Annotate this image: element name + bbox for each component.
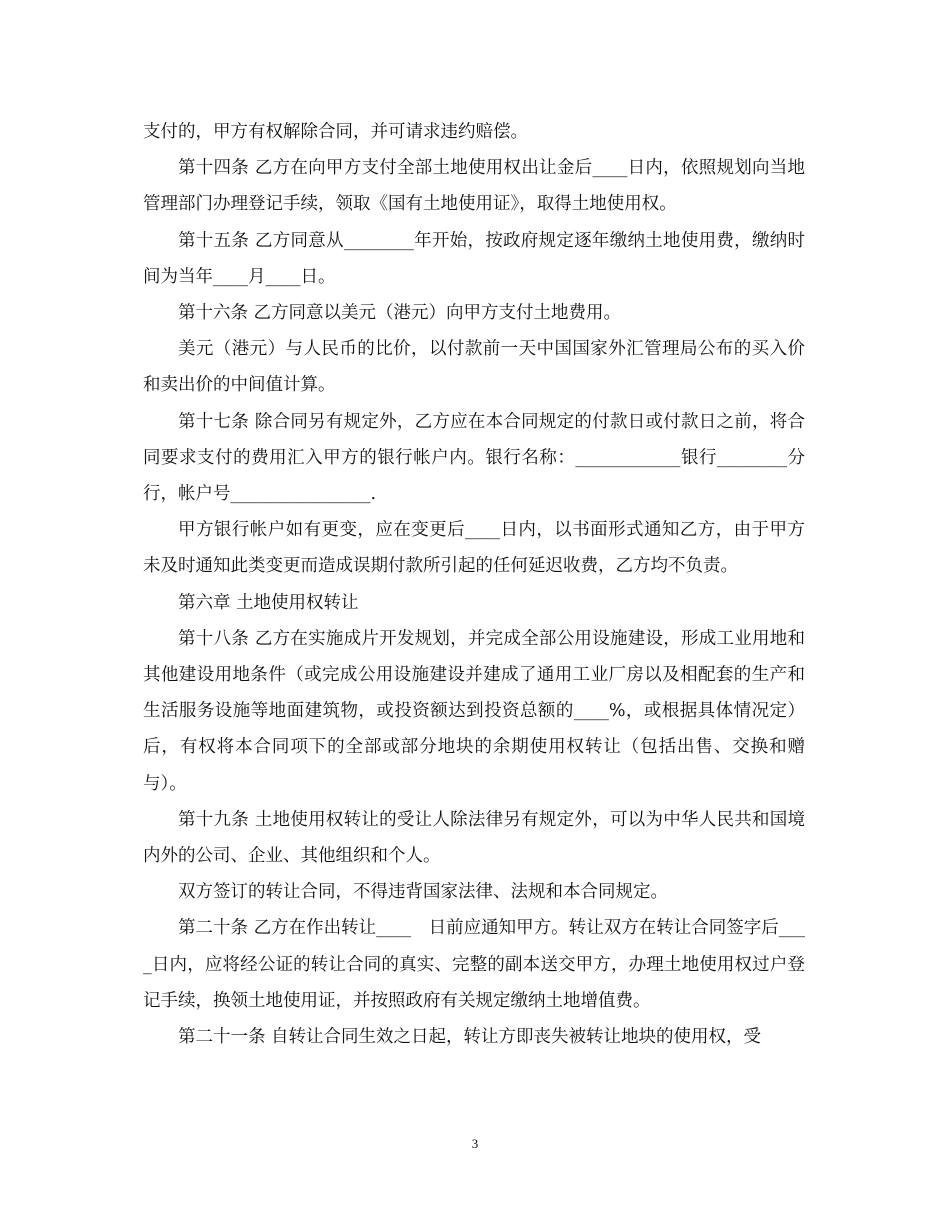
paragraph: 支付的，甲方有权解除合同，并可请求违约赔偿。 xyxy=(143,122,528,142)
paragraph: 美元（港元）与人民币的比价，以付款前一天中国国家外汇管理局公布的买入价和卖出价的中间值计算。 xyxy=(143,339,805,396)
paragraph: 第十九条 土地使用权转让的受让人除法律另有规定外，可以为中华人民共和国境内外的公司、企业、其他组织和个人。 xyxy=(143,809,805,867)
paragraph: 第二十条 乙方在作出转让____ 日前应通知甲方。转让双方在转让合同签字后____日内，应将经公证的转让合同的真实、完整的副本送交甲方，办理土地使用权过户登记手续，换领土地使用证，并按照政府有关规定缴纳土地增值费。 xyxy=(143,918,805,1011)
page-number: 3 xyxy=(471,1136,479,1151)
paragraph: 第十四条 乙方在向甲方支付全部土地使用权出让金后____日内，依照规划向当地管理部门办理登记手续，领取《国有土地使用证》，取得土地使用权。 xyxy=(143,158,805,215)
paragraph: 第十七条 除合同另有规定外，乙方应在本合同规定的付款日或付款日之前，将合同要求支付的费用汇入甲方的银行帐户内。银行名称：____________银行________分行，帐户号________________. xyxy=(143,411,805,505)
paragraph: 双方签订的转让合同，不得违背国家法律、法规和本合同规定。 xyxy=(178,882,668,903)
paragraph: 第二十一条 自转让合同生效之日起，转让方即丧失被转让地块的使用权，受 xyxy=(178,1027,762,1048)
paragraph: 第十六条 乙方同意以美元（港元）向甲方支付土地费用。 xyxy=(178,303,622,324)
chapter-heading: 第六章 土地使用权转让 xyxy=(178,592,359,613)
paragraph: 第十五条 乙方同意从________年开始，按政府规定逐年缴纳土地使用费，缴纳时间为当年____月____日。 xyxy=(143,230,805,287)
document-body xyxy=(143,114,805,1055)
paragraph: 第十八条 乙方在实施成片开发规划，并完成全部公用设施建设，形成工业用地和其他建设用地条件（或完成公用设施建设并建成了通用工业厂房以及相配套的生产和生活服务设施等地面建筑物，或投资额达到投资总额的____%，或根据具体情况定）后，有权将本合同项下的全部或部分地块的余期使用权转让（包括出售、交换和赠与）。 xyxy=(143,628,805,794)
paragraph: 甲方银行帐户如有更变，应在变更后____日内，以书面形式通知乙方，由于甲方未及时通知此类变更而造成误期付款所引起的任何延迟收费，乙方均不负责。 xyxy=(143,520,805,577)
